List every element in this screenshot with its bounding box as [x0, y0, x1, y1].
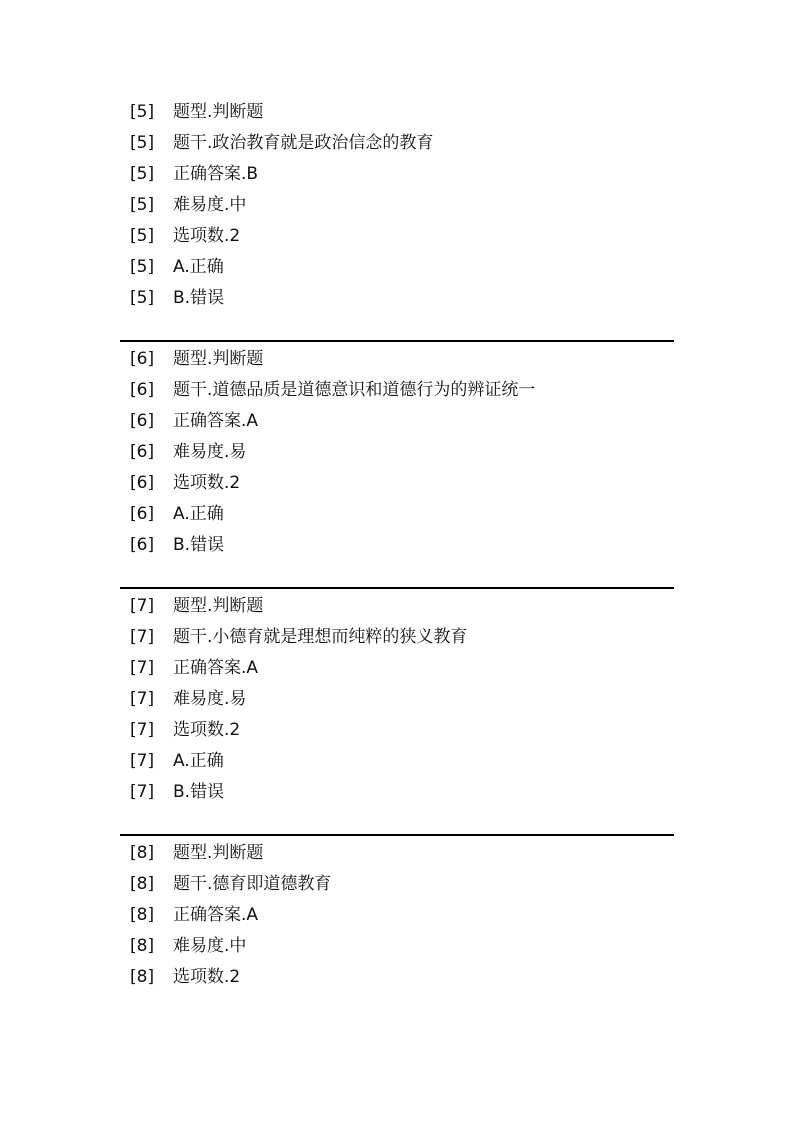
question-block-7 — [120, 587, 674, 808]
question-block-6 — [120, 340, 674, 561]
question-line-text: 选项数.2 — [173, 720, 241, 740]
question-number: [6] — [130, 380, 155, 400]
difficulty-line — [120, 684, 674, 715]
option-a-line — [120, 499, 674, 530]
question-number: [7] — [130, 627, 155, 647]
correct-answer-line — [120, 900, 674, 931]
question-line-text: 题干.小德育就是理想而纯粹的狭义教育 — [173, 627, 468, 647]
question-number: [5] — [130, 102, 155, 122]
question-line-text: 题型.判断题 — [173, 843, 264, 863]
question-line-text: 题干.道德品质是道德意识和道德行为的辨证统一 — [173, 380, 536, 400]
question-line-text: A.正确 — [173, 751, 224, 771]
option-a-line — [120, 746, 674, 777]
question-line-text: B.错误 — [173, 288, 225, 308]
question-line-text: 题型.判断题 — [173, 596, 264, 616]
difficulty-line — [120, 190, 674, 221]
option-count-line — [120, 221, 674, 252]
question-line-text: 正确答案.A — [173, 658, 259, 678]
question-number: [6] — [130, 442, 155, 462]
question-number: [8] — [130, 967, 155, 987]
question-type-line — [120, 344, 674, 375]
question-number: [5] — [130, 226, 155, 246]
question-line-text: 难易度.中 — [173, 195, 247, 215]
question-block-5 — [120, 97, 674, 314]
question-number: [6] — [130, 473, 155, 493]
question-number: [7] — [130, 782, 155, 802]
question-line-text: 难易度.中 — [173, 936, 247, 956]
option-count-line — [120, 715, 674, 746]
question-number: [6] — [130, 349, 155, 369]
question-number: [5] — [130, 195, 155, 215]
question-stem-line — [120, 375, 674, 406]
option-b-line — [120, 530, 674, 561]
difficulty-line — [120, 931, 674, 962]
question-line-text: 选项数.2 — [173, 226, 241, 246]
question-line-text: 正确答案.A — [173, 411, 259, 431]
question-line-text: 题干.德育即道德教育 — [173, 874, 332, 894]
question-stem-line — [120, 128, 674, 159]
question-stem-line — [120, 622, 674, 653]
question-line-text: 题型.判断题 — [173, 102, 264, 122]
question-type-line — [120, 591, 674, 622]
question-number: [6] — [130, 411, 155, 431]
question-type-line — [120, 838, 674, 869]
question-number: [7] — [130, 689, 155, 709]
question-number: [5] — [130, 257, 155, 277]
question-block-8 — [120, 834, 674, 993]
question-line-text: 选项数.2 — [173, 473, 241, 493]
correct-answer-line — [120, 159, 674, 190]
question-line-text: 难易度.易 — [173, 442, 247, 462]
option-a-line — [120, 252, 674, 283]
question-number: [5] — [130, 164, 155, 184]
question-number: [8] — [130, 874, 155, 894]
question-line-text: A.正确 — [173, 504, 224, 524]
question-stem-line — [120, 869, 674, 900]
option-b-line — [120, 283, 674, 314]
question-number: [6] — [130, 535, 155, 555]
question-number: [7] — [130, 751, 155, 771]
question-number: [7] — [130, 596, 155, 616]
question-line-text: 难易度.易 — [173, 689, 247, 709]
question-line-text: A.正确 — [173, 257, 224, 277]
question-number: [8] — [130, 936, 155, 956]
question-number: [7] — [130, 720, 155, 740]
question-number: [8] — [130, 905, 155, 925]
correct-answer-line — [120, 406, 674, 437]
question-line-text: 题型.判断题 — [173, 349, 264, 369]
question-line-text: B.错误 — [173, 782, 225, 802]
difficulty-line — [120, 437, 674, 468]
option-count-line — [120, 962, 674, 993]
option-count-line — [120, 468, 674, 499]
question-line-text: 正确答案.B — [173, 164, 259, 184]
correct-answer-line — [120, 653, 674, 684]
question-line-text: B.错误 — [173, 535, 225, 555]
question-type-line — [120, 97, 674, 128]
question-line-text: 选项数.2 — [173, 967, 241, 987]
question-number: [6] — [130, 504, 155, 524]
question-number: [5] — [130, 288, 155, 308]
question-number: [5] — [130, 133, 155, 153]
question-number: [8] — [130, 843, 155, 863]
question-line-text: 正确答案.A — [173, 905, 259, 925]
question-line-text: 题干.政治教育就是政治信念的教育 — [173, 133, 434, 153]
question-number: [7] — [130, 658, 155, 678]
option-b-line — [120, 777, 674, 808]
